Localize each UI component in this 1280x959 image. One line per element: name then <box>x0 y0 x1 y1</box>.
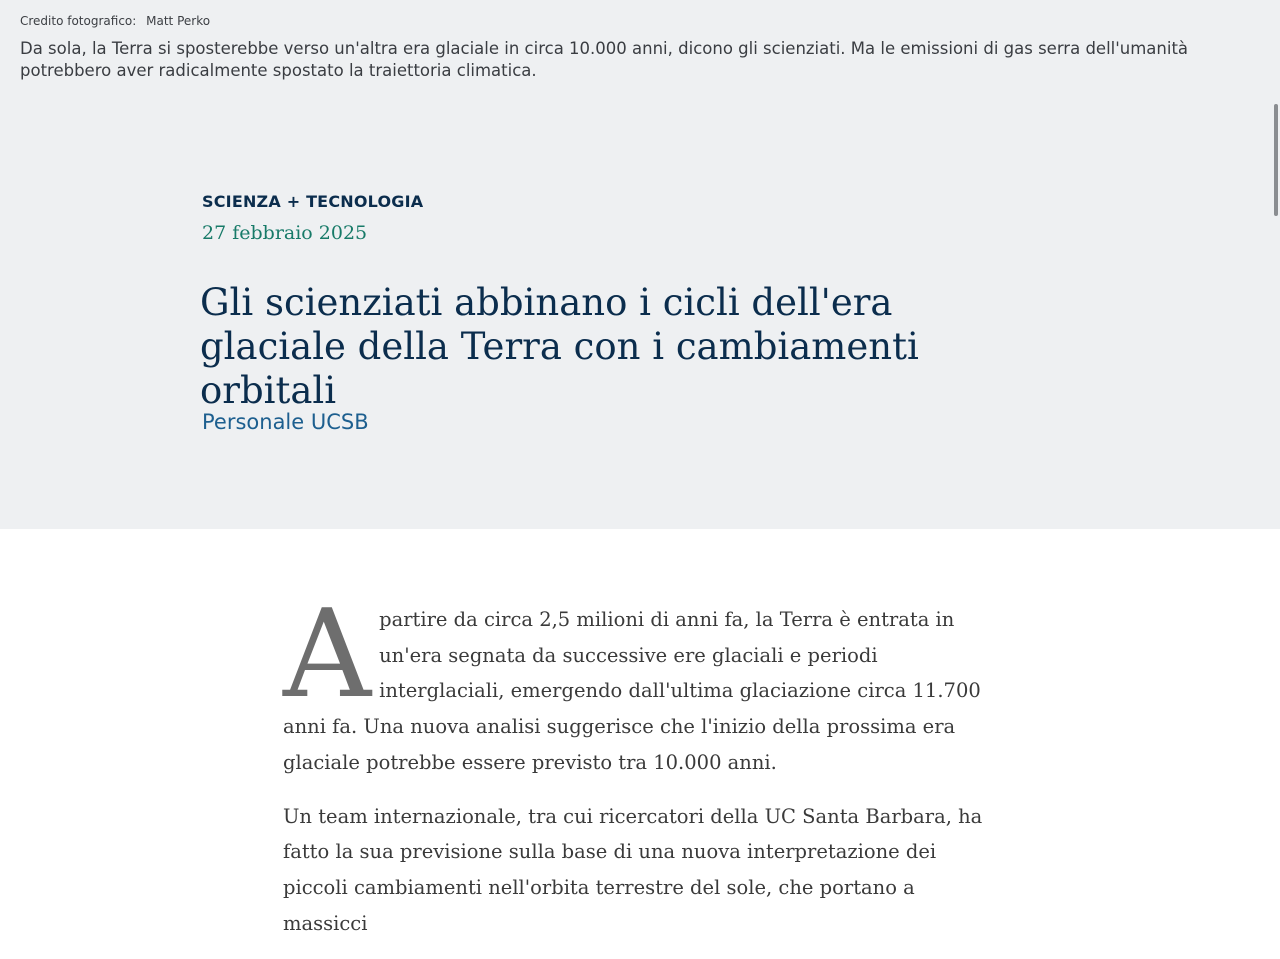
article-author[interactable]: Personale UCSB <box>202 410 369 434</box>
photo-credit <box>20 14 210 28</box>
article-paragraph: Un team internazionale, tra cui ricercatori della UC Santa Barbara, ha fatto la sua previsione sulla base di una nuova interpretazione dei piccoli cambiamenti nell'orbita terrestre del sole, che portano a massicci <box>283 804 983 935</box>
photo-credit-name: Matt Perko <box>146 14 211 28</box>
photo-credit-label: Credito fotografico: <box>20 14 137 28</box>
article-category[interactable]: SCIENZA + TECNOLOGIA <box>202 192 424 211</box>
drop-cap: A <box>283 583 372 725</box>
scrollbar-thumb[interactable] <box>1274 104 1278 216</box>
article-paragraph <box>283 583 1003 781</box>
article-title: Gli scienziati abbinano i cicli dell'era glaciale della Terra con i cambiamenti orbitali <box>200 281 919 412</box>
photo-caption: Da sola, la Terra si sposterebbe verso un'altra era glaciale in circa 10.000 anni, dicono gli scienziati. Ma le emissioni di gas serra dell'umanità potrebbero aver radicalmente spostato la traiettoria climatica. <box>20 39 1189 80</box>
article-body <box>283 583 1003 959</box>
article-date: 27 febbraio 2025 <box>202 222 368 244</box>
paragraph-text: partire da circa 2,5 milioni di anni fa, la Terra è entrata in un'era segnata da successive ere glaciali e periodi interglaciali, emergendo dall'ultima glaciazione circa 11.700 anni fa. Una nuova analisi suggerisce che l'inizio della prossima era glaciale potrebbe essere previsto tra 10.000 anni. <box>283 608 981 774</box>
